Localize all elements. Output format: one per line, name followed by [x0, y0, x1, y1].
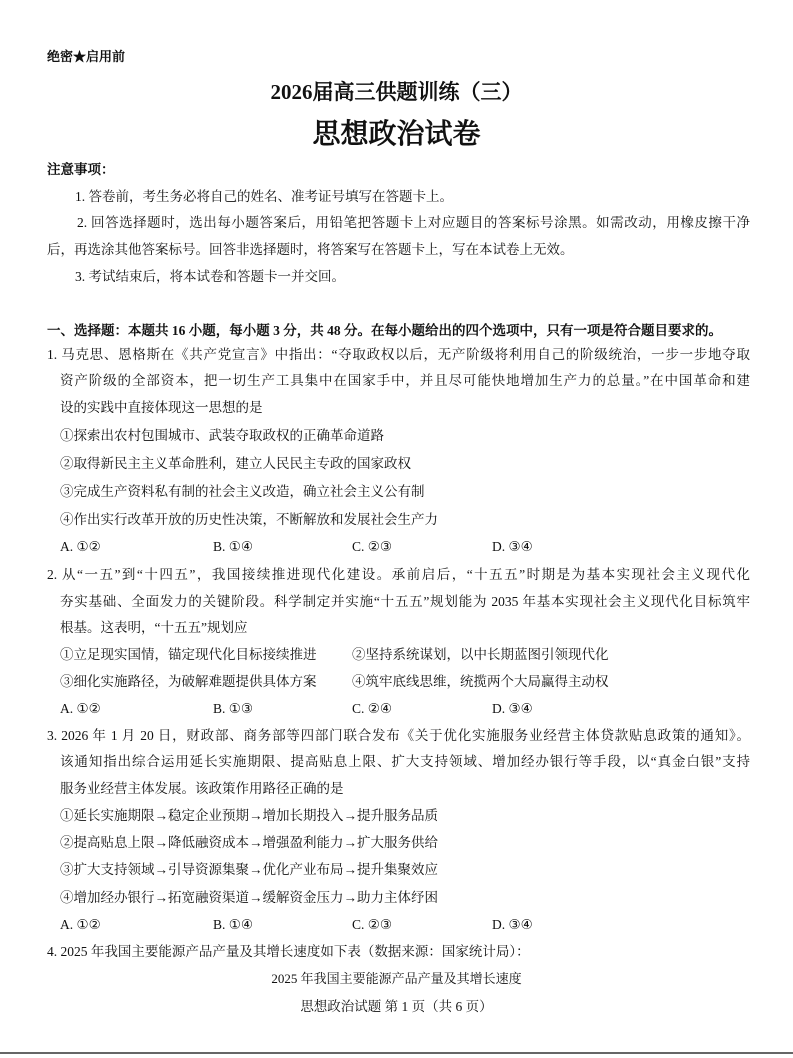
q1-statement: ④作出实行改革开放的历史性决策，不断解放和发展社会生产力 [60, 512, 438, 527]
q3-statement: ①延长实施期限→稳定企业预期→增加长期投入→提升服务品质 [60, 808, 438, 823]
q2-statement: ④筑牢底线思维，统揽两个大局赢得主动权 [352, 674, 609, 689]
notice-item: 1. 答卷前，考生务必将自己的姓名、准考证号填写在答题卡上。 [75, 189, 453, 204]
q3-stem: 服务业经营主体发展。该政策作用路径正确的是 [60, 781, 344, 796]
q3-statement: ④增加经办银行→拓宽融资渠道→缓解资金压力→助力主体纾困 [60, 890, 438, 905]
q1-stem: 资产阶级的全部资本，把一切生产工具集中在国家手中，并且尽可能快地增加生产力的总量。”在中国革命和建 [60, 373, 750, 388]
q2-stem: 根基。这表明，“十五五”规划应 [60, 620, 248, 635]
q3-stem: 3. 2026 年 1 月 20 日，财政部、商务部等四部门联合发布《关于优化实施服务业经营主体贷款贴息政策的通知》。 [47, 728, 750, 743]
exam-title: 2026届高三供题训练（三） [270, 80, 523, 104]
q2-option-a: A. ①② [60, 701, 101, 716]
notice-heading: 注意事项： [47, 162, 115, 177]
q3-option-b: B. ①④ [213, 917, 253, 932]
q3-option-d: D. ③④ [492, 917, 533, 932]
q2-stem: 2. 从“一五”到“十四五”，我国接续推进现代化建设。承前启后，“十五五”时期是为基本实现社会主义现代化 [47, 567, 750, 582]
q1-option-a: A. ①② [60, 539, 101, 554]
q4-stem: 4. 2025 年我国主要能源产品产量及其增长速度如下表（数据来源：国家统计局）： [47, 944, 530, 959]
notice-item: 2. 回答选择题时，选出每小题答案后，用铅笔把答题卡上对应题目的答案标号涂黑。如需改动，用橡皮擦干净 [77, 215, 750, 230]
q3-option-a: A. ①② [60, 917, 101, 932]
q1-statement: ③完成生产资料私有制的社会主义改造，确立社会主义公有制 [60, 484, 425, 499]
notice-item: 后，再选涂其他答案标号。回答非选择题时，将答案写在答题卡上，写在本试卷上无效。 [47, 242, 574, 257]
q1-statement: ①探索出农村包围城市、武装夺取政权的正确革命道路 [60, 428, 384, 443]
q1-option-d: D. ③④ [492, 539, 533, 554]
q3-statement: ②提高贴息上限→降低融资成本→增强盈利能力→扩大服务供给 [60, 835, 438, 850]
notice-item: 3. 考试结束后，将本试卷和答题卡一并交回。 [75, 269, 345, 284]
q2-option-d: D. ③④ [492, 701, 533, 716]
page-divider [0, 1052, 793, 1054]
q1-stem: 1. 马克思、恩格斯在《共产党宣言》中指出：“夺取政权以后，无产阶级将利用自己的阶级统治，一步一步地夺取 [47, 347, 750, 362]
q3-statement: ③扩大支持领域→引导资源集聚→优化产业布局→提升集聚效应 [60, 862, 438, 877]
secret-label: 绝密★启用前 [47, 49, 126, 64]
q2-statement: ②坚持系统谋划，以中长期蓝图引领现代化 [352, 647, 609, 662]
table-title: 2025 年我国主要能源产品产量及其增长速度 [271, 971, 522, 986]
q2-statement: ③细化实施路径，为破解难题提供具体方案 [60, 674, 317, 689]
page-footer: 思想政治试题 第 1 页（共 6 页） [300, 999, 493, 1014]
q1-option-c: C. ②③ [352, 539, 392, 554]
section-heading: 一、选择题：本题共 16 小题，每小题 3 分，共 48 分。在每小题给出的四个选项中，只有一项是符合题目要求的。 [47, 323, 722, 338]
q2-statement: ①立足现实国情，锚定现代化目标接续推进 [60, 647, 317, 662]
q2-option-c: C. ②④ [352, 701, 392, 716]
subject-title: 思想政治试卷 [312, 119, 481, 150]
q2-option-b: B. ①③ [213, 701, 253, 716]
q1-statement: ②取得新民主主义革命胜利，建立人民民主专政的国家政权 [60, 456, 411, 471]
q3-option-c: C. ②③ [352, 917, 392, 932]
q3-stem: 该通知指出综合运用延长实施期限、提高贴息上限、扩大支持领域、增加经办银行等手段，以“真金白银”支持 [60, 754, 750, 769]
q2-stem: 夯实基础、全面发力的关键阶段。科学制定并实施“十五五”规划能为 2035 年基本实现社会主义现代化目标筑牢 [60, 594, 750, 609]
q1-option-b: B. ①④ [213, 539, 253, 554]
q1-stem: 设的实践中直接体现这一思想的是 [60, 400, 263, 415]
